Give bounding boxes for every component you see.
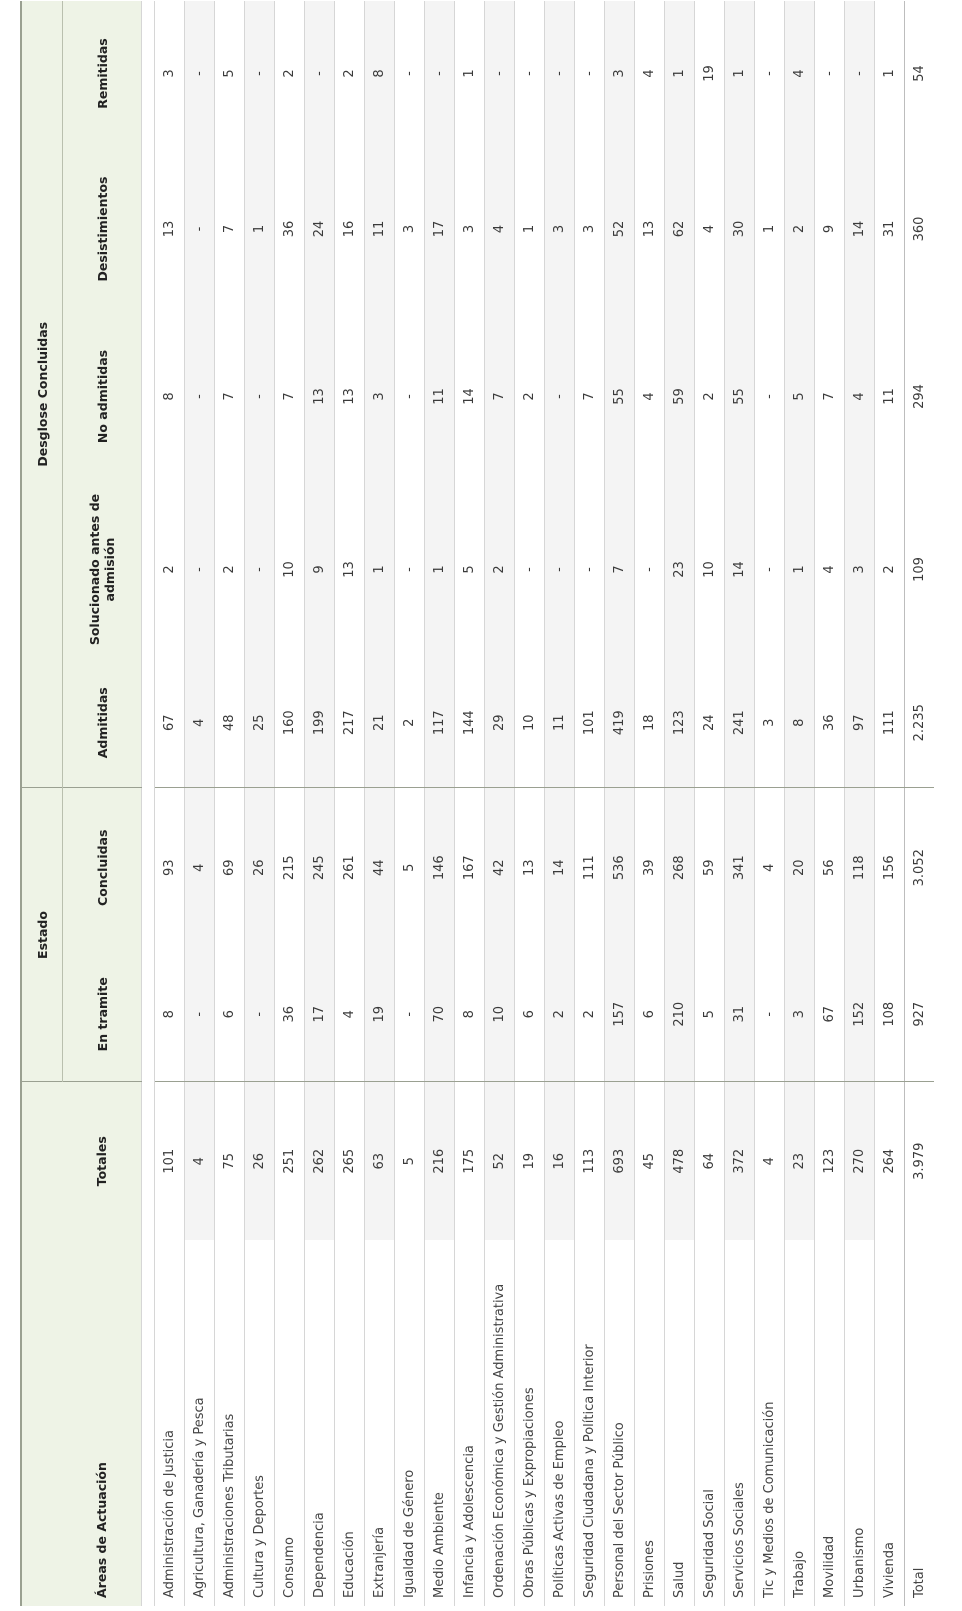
table-row — [395, 1, 425, 1606]
cell-totales: 64 — [695, 1082, 725, 1240]
cell-desistimientos: - — [185, 146, 215, 312]
cell-no-admitidas: 3 — [365, 312, 395, 481]
cell-remitidas: - — [305, 1, 335, 146]
cell-desistimientos: 52 — [605, 146, 635, 312]
cell-area: Urbanismo — [845, 1240, 875, 1606]
cell-en-tramite: - — [185, 947, 215, 1082]
cell-desistimientos: 30 — [725, 146, 755, 312]
cell-remitidas: - — [545, 1, 575, 146]
cell-solucionado: 5 — [455, 481, 485, 658]
cell-remitidas: 1 — [725, 1, 755, 146]
cell-solucionado: 1 — [785, 481, 815, 658]
cell-desistimientos: 3 — [545, 146, 575, 312]
cell-no-admitidas: 2 — [515, 312, 545, 481]
table-row — [335, 1, 365, 1606]
table-row — [455, 1, 485, 1606]
cell-solucionado: 3 — [845, 481, 875, 658]
column-header-en-tramite: En tramite — [63, 947, 142, 1082]
cell-desistimientos: 4 — [695, 146, 725, 312]
cell-admitidas: 217 — [335, 658, 365, 788]
header-blank — [22, 1082, 63, 1240]
cell-desistimientos: 13 — [155, 146, 185, 312]
cell-admitidas: 160 — [275, 658, 305, 788]
cell-desistimientos: 4 — [485, 146, 515, 312]
cell-concluidas: 69 — [215, 788, 245, 947]
cell-solucionado: 109 — [905, 481, 935, 658]
cell-admitidas: 10 — [515, 658, 545, 788]
cell-concluidas: 14 — [545, 788, 575, 947]
cell-area: Trabajo — [785, 1240, 815, 1606]
table-row — [515, 1, 545, 1606]
total-row — [905, 1, 935, 1606]
cell-concluidas: 268 — [665, 788, 695, 947]
cell-admitidas: 123 — [665, 658, 695, 788]
cell-solucionado: 23 — [665, 481, 695, 658]
cell-admitidas: 419 — [605, 658, 635, 788]
cell-en-tramite: 70 — [425, 947, 455, 1082]
cell-totales: 265 — [335, 1082, 365, 1240]
cell-desistimientos: 7 — [215, 146, 245, 312]
table-row — [485, 1, 515, 1606]
cell-remitidas: 1 — [455, 1, 485, 146]
cell-desistimientos: 62 — [665, 146, 695, 312]
cell-no-admitidas: 11 — [875, 312, 905, 481]
cell-solucionado: - — [395, 481, 425, 658]
spacer-cell — [142, 1, 155, 1606]
column-header-desistimientos: Desistimientos — [63, 146, 142, 312]
column-header-totales: Totales — [63, 1082, 142, 1240]
cell-totales: 113 — [575, 1082, 605, 1240]
cell-totales: 26 — [245, 1082, 275, 1240]
cell-solucionado: - — [245, 481, 275, 658]
cell-remitidas: - — [245, 1, 275, 146]
cell-concluidas: 167 — [455, 788, 485, 947]
cell-desistimientos: 17 — [425, 146, 455, 312]
cell-remitidas: - — [185, 1, 215, 146]
cell-en-tramite: - — [755, 947, 785, 1082]
cell-solucionado: 2 — [485, 481, 515, 658]
cell-totales: 23 — [785, 1082, 815, 1240]
cell-admitidas: 4 — [185, 658, 215, 788]
cell-admitidas: 36 — [815, 658, 845, 788]
column-header-admitidas: Admitidas — [63, 658, 142, 788]
cell-remitidas: 3 — [155, 1, 185, 146]
table-row — [215, 1, 245, 1606]
cell-totales: 262 — [305, 1082, 335, 1240]
cell-admitidas: 2.235 — [905, 658, 935, 788]
cell-remitidas: - — [755, 1, 785, 146]
cell-admitidas: 144 — [455, 658, 485, 788]
column-header-no-admitidas: No admitidas — [63, 312, 142, 481]
cell-en-tramite: 6 — [635, 947, 665, 1082]
cell-remitidas: 3 — [605, 1, 635, 146]
cell-totales: 478 — [665, 1082, 695, 1240]
table-row — [785, 1, 815, 1606]
cell-area: Total — [905, 1240, 935, 1606]
table-row — [545, 1, 575, 1606]
table-row — [845, 1, 875, 1606]
column-header-areas: Áreas de Actuación — [63, 1240, 142, 1606]
cell-area: Cultura y Deportes — [245, 1240, 275, 1606]
cell-desistimientos: 24 — [305, 146, 335, 312]
cell-area: Administración de Justicia — [155, 1240, 185, 1606]
cell-no-admitidas: 8 — [155, 312, 185, 481]
table-row — [605, 1, 635, 1606]
cell-totales: 16 — [545, 1082, 575, 1240]
cell-concluidas: 118 — [845, 788, 875, 947]
cell-concluidas: 156 — [875, 788, 905, 947]
cell-totales: 251 — [275, 1082, 305, 1240]
cell-remitidas: 2 — [335, 1, 365, 146]
table-row — [755, 1, 785, 1606]
cell-en-tramite: 3 — [785, 947, 815, 1082]
cell-area: Obras Públicas y Expropiaciones — [515, 1240, 545, 1606]
cell-no-admitidas: 14 — [455, 312, 485, 481]
spacer-row — [142, 1, 155, 1606]
cell-no-admitidas: - — [755, 312, 785, 481]
cell-remitidas: 4 — [635, 1, 665, 146]
cell-totales: 45 — [635, 1082, 665, 1240]
cell-no-admitidas: 294 — [905, 312, 935, 481]
cell-solucionado: 1 — [365, 481, 395, 658]
cell-solucionado: 9 — [305, 481, 335, 658]
cell-area: Infancia y Adolescencia — [455, 1240, 485, 1606]
cell-concluidas: 261 — [335, 788, 365, 947]
cell-en-tramite: 19 — [365, 947, 395, 1082]
cell-area: Políticas Activas de Empleo — [545, 1240, 575, 1606]
cell-desistimientos: 1 — [245, 146, 275, 312]
cell-remitidas: - — [425, 1, 455, 146]
cell-desistimientos: 9 — [815, 146, 845, 312]
cell-concluidas: 215 — [275, 788, 305, 947]
table-row — [695, 1, 725, 1606]
cell-desistimientos: 36 — [275, 146, 305, 312]
cell-no-admitidas: 13 — [305, 312, 335, 481]
table-row — [365, 1, 395, 1606]
table-row — [425, 1, 455, 1606]
cell-remitidas: 1 — [875, 1, 905, 146]
cell-remitidas: - — [485, 1, 515, 146]
cell-no-admitidas: 55 — [725, 312, 755, 481]
cell-en-tramite: 17 — [305, 947, 335, 1082]
cell-desistimientos: 3 — [455, 146, 485, 312]
cell-solucionado: - — [545, 481, 575, 658]
cell-totales: 52 — [485, 1082, 515, 1240]
cell-admitidas: 21 — [365, 658, 395, 788]
cell-en-tramite: - — [395, 947, 425, 1082]
cell-area: Servicios Sociales — [725, 1240, 755, 1606]
cell-desistimientos: 360 — [905, 146, 935, 312]
cell-concluidas: 13 — [515, 788, 545, 947]
cell-remitidas: 8 — [365, 1, 395, 146]
cell-admitidas: 199 — [305, 658, 335, 788]
cell-no-admitidas: 13 — [335, 312, 365, 481]
cell-desistimientos: 13 — [635, 146, 665, 312]
table-row — [725, 1, 755, 1606]
cell-admitidas: 2 — [395, 658, 425, 788]
table-body — [142, 1, 935, 1606]
cell-concluidas: 341 — [725, 788, 755, 947]
table-row — [635, 1, 665, 1606]
cell-desistimientos: 14 — [845, 146, 875, 312]
cell-en-tramite: 152 — [845, 947, 875, 1082]
cell-admitidas: 29 — [485, 658, 515, 788]
cell-area: Prisiones — [635, 1240, 665, 1606]
cell-solucionado: - — [185, 481, 215, 658]
cell-desistimientos: 1 — [515, 146, 545, 312]
cell-totales: 75 — [215, 1082, 245, 1240]
table-row — [155, 1, 185, 1606]
cell-totales: 19 — [515, 1082, 545, 1240]
cell-remitidas: 54 — [905, 1, 935, 146]
cell-concluidas: 42 — [485, 788, 515, 947]
cell-area: Agricultura, Ganadería y Pesca — [185, 1240, 215, 1606]
cell-no-admitidas: - — [185, 312, 215, 481]
cell-concluidas: 20 — [785, 788, 815, 947]
cell-no-admitidas: 55 — [605, 312, 635, 481]
cell-en-tramite: 10 — [485, 947, 515, 1082]
cell-en-tramite: 2 — [545, 947, 575, 1082]
cell-solucionado: - — [515, 481, 545, 658]
cell-remitidas: - — [515, 1, 545, 146]
cell-remitidas: - — [395, 1, 425, 146]
cell-concluidas: 536 — [605, 788, 635, 947]
cell-en-tramite: 5 — [695, 947, 725, 1082]
cell-area: Consumo — [275, 1240, 305, 1606]
cell-no-admitidas: 5 — [785, 312, 815, 481]
cell-remitidas: 5 — [215, 1, 245, 146]
cell-en-tramite: 210 — [665, 947, 695, 1082]
cell-concluidas: 3.052 — [905, 788, 935, 947]
cell-admitidas: 24 — [695, 658, 725, 788]
cell-solucionado: 14 — [725, 481, 755, 658]
cell-no-admitidas: 4 — [635, 312, 665, 481]
cell-remitidas: - — [575, 1, 605, 146]
cell-solucionado: 4 — [815, 481, 845, 658]
cell-admitidas: 101 — [575, 658, 605, 788]
cell-concluidas: 39 — [635, 788, 665, 947]
cell-desistimientos: 11 — [365, 146, 395, 312]
table-row — [305, 1, 335, 1606]
cell-desistimientos: 16 — [335, 146, 365, 312]
cell-solucionado: 2 — [875, 481, 905, 658]
cell-no-admitidas: 4 — [845, 312, 875, 481]
cell-admitidas: 8 — [785, 658, 815, 788]
table-row — [875, 1, 905, 1606]
cell-concluidas: 26 — [245, 788, 275, 947]
column-header-solucionado: Solucionado antes de admisión — [63, 481, 142, 658]
cell-area: Administraciones Tributarias — [215, 1240, 245, 1606]
cell-concluidas: 111 — [575, 788, 605, 947]
cell-admitidas: 117 — [425, 658, 455, 788]
cell-no-admitidas: 2 — [695, 312, 725, 481]
cell-solucionado: 7 — [605, 481, 635, 658]
cell-en-tramite: - — [245, 947, 275, 1082]
cell-concluidas: 146 — [425, 788, 455, 947]
cell-concluidas: 59 — [695, 788, 725, 947]
cell-concluidas: 5 — [395, 788, 425, 947]
cell-admitidas: 11 — [545, 658, 575, 788]
cell-no-admitidas: 59 — [665, 312, 695, 481]
cell-admitidas: 3 — [755, 658, 785, 788]
cell-en-tramite: 67 — [815, 947, 845, 1082]
cell-solucionado: 10 — [695, 481, 725, 658]
cell-no-admitidas: 7 — [815, 312, 845, 481]
cell-desistimientos: 3 — [575, 146, 605, 312]
cell-en-tramite: 36 — [275, 947, 305, 1082]
cell-totales: 264 — [875, 1082, 905, 1240]
cell-solucionado: 2 — [215, 481, 245, 658]
cell-remitidas: 2 — [275, 1, 305, 146]
group-header-estado: Estado — [22, 788, 63, 1082]
cell-remitidas: - — [845, 1, 875, 146]
cell-desistimientos: 3 — [395, 146, 425, 312]
table-row — [815, 1, 845, 1606]
cell-admitidas: 97 — [845, 658, 875, 788]
cell-remitidas: 19 — [695, 1, 725, 146]
cell-en-tramite: 4 — [335, 947, 365, 1082]
table-row — [665, 1, 695, 1606]
cell-no-admitidas: - — [245, 312, 275, 481]
cell-solucionado: - — [635, 481, 665, 658]
cell-en-tramite: 8 — [155, 947, 185, 1082]
cell-concluidas: 93 — [155, 788, 185, 947]
cell-en-tramite: 157 — [605, 947, 635, 1082]
cell-solucionado: 2 — [155, 481, 185, 658]
cell-remitidas: 4 — [785, 1, 815, 146]
cell-no-admitidas: 7 — [275, 312, 305, 481]
cell-area: Tic y Medios de Comunicación — [755, 1240, 785, 1606]
header-blank — [22, 1240, 63, 1606]
cell-area: Salud — [665, 1240, 695, 1606]
cell-admitidas: 25 — [245, 658, 275, 788]
cell-concluidas: 245 — [305, 788, 335, 947]
cell-totales: 5 — [395, 1082, 425, 1240]
cell-totales: 4 — [755, 1082, 785, 1240]
cell-en-tramite: 6 — [215, 947, 245, 1082]
table-row — [575, 1, 605, 1606]
cell-admitidas: 18 — [635, 658, 665, 788]
cell-no-admitidas: - — [395, 312, 425, 481]
cell-totales: 4 — [185, 1082, 215, 1240]
cell-desistimientos: 2 — [785, 146, 815, 312]
cell-admitidas: 48 — [215, 658, 245, 788]
cell-totales: 372 — [725, 1082, 755, 1240]
areas-table — [22, 1, 934, 1606]
cell-remitidas: 1 — [665, 1, 695, 146]
cell-area: Movilidad — [815, 1240, 845, 1606]
cell-concluidas: 4 — [755, 788, 785, 947]
column-header-concluidas: Concluidas — [63, 788, 142, 947]
cell-area: Dependencia — [305, 1240, 335, 1606]
cell-totales: 63 — [365, 1082, 395, 1240]
cell-en-tramite: 8 — [455, 947, 485, 1082]
cell-totales: 693 — [605, 1082, 635, 1240]
cell-area: Seguridad Ciudadana y Política Interior — [575, 1240, 605, 1606]
cell-admitidas: 241 — [725, 658, 755, 788]
cell-no-admitidas: 11 — [425, 312, 455, 481]
table-row — [185, 1, 215, 1606]
cell-remitidas: - — [815, 1, 845, 146]
cell-concluidas: 44 — [365, 788, 395, 947]
cell-area: Seguridad Social — [695, 1240, 725, 1606]
cell-totales: 175 — [455, 1082, 485, 1240]
cell-area: Educación — [335, 1240, 365, 1606]
cell-area: Ordenación Económica y Gestión Administrativa — [485, 1240, 515, 1606]
cell-totales: 123 — [815, 1082, 845, 1240]
cell-no-admitidas: - — [545, 312, 575, 481]
cell-solucionado: 10 — [275, 481, 305, 658]
cell-totales: 3.979 — [905, 1082, 935, 1240]
cell-area: Extranjería — [365, 1240, 395, 1606]
cell-totales: 216 — [425, 1082, 455, 1240]
cell-solucionado: 1 — [425, 481, 455, 658]
cell-area: Personal del Sector Público — [605, 1240, 635, 1606]
cell-area: Medio Ambiente — [425, 1240, 455, 1606]
group-header-desglose: Desglose Concluidas — [22, 1, 63, 788]
cell-no-admitidas: 7 — [485, 312, 515, 481]
cell-concluidas: 56 — [815, 788, 845, 947]
cell-admitidas: 67 — [155, 658, 185, 788]
cell-desistimientos: 1 — [755, 146, 785, 312]
table-row — [245, 1, 275, 1606]
cell-en-tramite: 108 — [875, 947, 905, 1082]
cell-desistimientos: 31 — [875, 146, 905, 312]
cell-concluidas: 4 — [185, 788, 215, 947]
cell-en-tramite: 31 — [725, 947, 755, 1082]
cell-totales: 270 — [845, 1082, 875, 1240]
cell-solucionado: - — [575, 481, 605, 658]
cell-solucionado: - — [755, 481, 785, 658]
cell-en-tramite: 2 — [575, 947, 605, 1082]
cell-en-tramite: 927 — [905, 947, 935, 1082]
column-header-remitidas: Remitidas — [63, 1, 142, 146]
cell-solucionado: 13 — [335, 481, 365, 658]
table-row — [275, 1, 305, 1606]
cell-admitidas: 111 — [875, 658, 905, 788]
cell-no-admitidas: 7 — [215, 312, 245, 481]
cell-area: Vivienda — [875, 1240, 905, 1606]
cell-totales: 101 — [155, 1082, 185, 1240]
cell-en-tramite: 6 — [515, 947, 545, 1082]
cell-area: Igualdad de Género — [395, 1240, 425, 1606]
cell-no-admitidas: 7 — [575, 312, 605, 481]
